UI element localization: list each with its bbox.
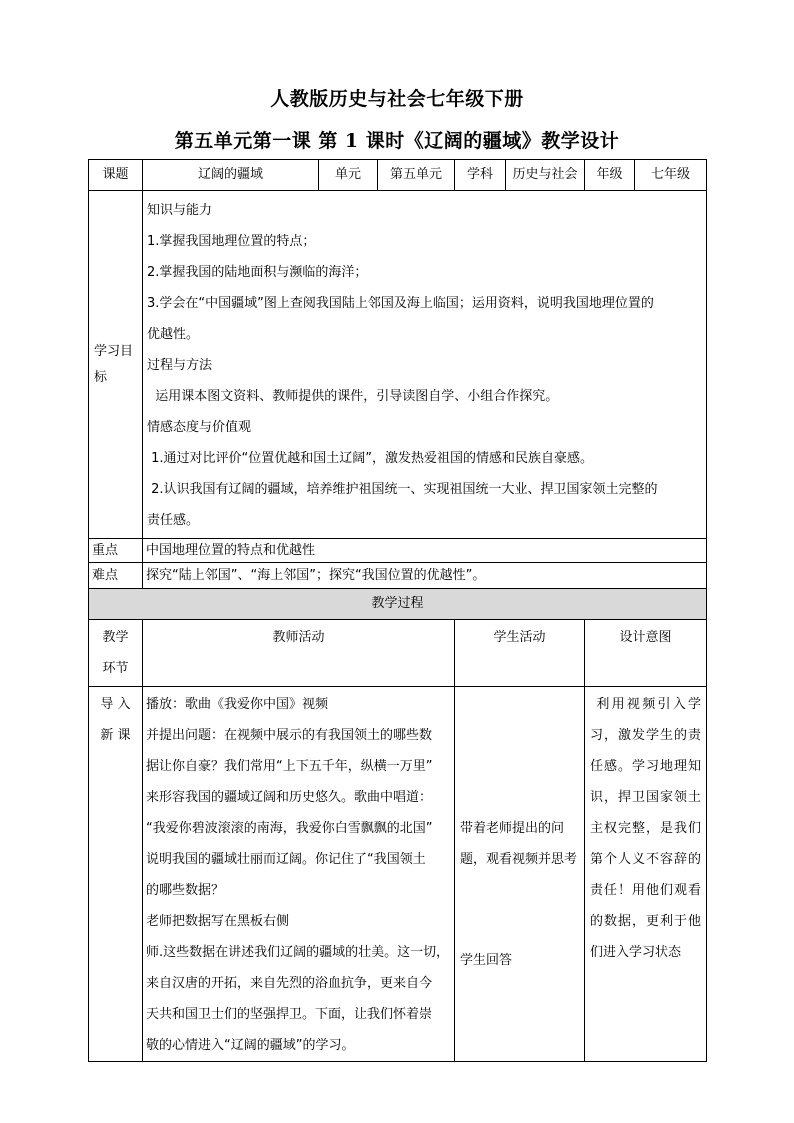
info-row	[89, 160, 707, 191]
teacher-line: 老师把数据写在黑板右侧	[146, 914, 290, 929]
grade-label: 年级	[585, 160, 635, 191]
process-header: 教学过程	[89, 589, 707, 620]
process-columns-row	[89, 620, 707, 687]
teacher-line: 的哪些数据？	[146, 883, 225, 898]
teacher-line: 据让你自豪？我们常用“上下五千年，纵横一万里”	[146, 759, 433, 774]
teacher-line: 天共和国卫士们的坚强捍卫。下面，让我们怀着崇	[146, 1007, 433, 1022]
key-point-value: 中国地理位置的特点和优越性	[143, 539, 707, 563]
teacher-line: 敬的心情进入“辽阔的疆域”的学习。	[146, 1038, 355, 1053]
teacher-line: 来形容我国的疆域辽阔和历史悠久。歌曲中唱道：	[146, 790, 433, 805]
teacher-activity	[143, 687, 455, 1062]
difficulty-label: 难点	[89, 563, 143, 589]
objective-line: 1.通过对比评价“位置优越和国土辽阔”，激发热爱祖国的情感和民族自豪感。	[147, 451, 594, 466]
objective-line: 1.掌握我国地理位置的特点；	[147, 234, 316, 249]
unit-label: 单元	[319, 160, 378, 191]
process-row-intro	[89, 687, 707, 1062]
subject-label: 学科	[455, 160, 506, 191]
key-point-label: 重点	[89, 539, 143, 563]
topic-label: 课题	[89, 160, 143, 191]
lesson-plan-table	[88, 159, 707, 1062]
student-activity-text: 带着老师提出的问题，观看视频并思考	[460, 821, 578, 867]
teacher-line: 来自汉唐的开拓，来自先烈的浴血抗争，更来自今	[146, 976, 433, 991]
subject-value: 历史与社会	[506, 160, 585, 191]
document-subtitle: 第五单元第一课 第 1 课时《辽阔的疆域》教学设计	[174, 130, 620, 152]
student-activity	[455, 687, 585, 1062]
topic-value: 辽阔的疆域	[143, 160, 319, 191]
objective-line: 3.学会在“中国疆域”图上查阅我国陆上邻国及海上临国；运用资料，说明我国地理位置的	[147, 296, 654, 311]
objectives-row	[89, 191, 707, 539]
difficulty-value: 探究“陆上邻国”、“海上邻国”；探究“我国位置的优越性”。	[143, 563, 707, 589]
objectives-content	[143, 191, 707, 539]
teacher-line: “我爱你碧波滚滚的南海，我爱你白雪飘飘的北国”	[146, 821, 433, 836]
grade-value: 七年级	[635, 160, 707, 191]
column-stage: 教学环节	[89, 620, 143, 687]
teacher-line: 师.这些数据在讲述我们辽阔的疆域的壮美。这一切，	[146, 945, 450, 960]
document-title: 人教版历史与社会七年级下册	[270, 88, 524, 110]
objective-line: 2.认识我国有辽阔的疆域，培养维护祖国统一、实现祖国统一大业、捍卫国家领土完整的	[147, 482, 658, 497]
student-answer-text: 学生回答	[460, 953, 513, 968]
column-teacher: 教师活动	[143, 620, 455, 687]
teacher-line: 说明我国的疆域壮丽而辽阔。你记住了“我国领土	[146, 852, 426, 867]
objective-line: 责任感。	[147, 513, 200, 528]
teacher-line: 播放：歌曲《我爱你中国》视频	[146, 697, 329, 712]
column-student: 学生活动	[455, 620, 585, 687]
design-intent: 利用视频引入学习，激发学生的责任感。学习地理知识，捍卫国家领土主权完整，是我们第个人义不容辞的责任！用他们观看的数据，更利于他们进入学习状态	[585, 687, 707, 1062]
difficulty-row	[89, 563, 707, 589]
objective-line: 过程与方法	[147, 358, 213, 373]
objective-line: 知识与能力	[147, 203, 213, 218]
stage-intro: 导 入 新 课	[89, 687, 143, 1062]
unit-value: 第五单元	[378, 160, 455, 191]
objective-line: 情感态度与价值观	[147, 420, 252, 435]
objective-line: 2.掌握我国的陆地面积与濒临的海洋；	[147, 265, 368, 280]
teacher-line: 并提出问题：在视频中展示的有我国领土的哪些数	[146, 728, 433, 743]
objective-line: 优越性。	[147, 327, 200, 342]
key-point-row	[89, 539, 707, 563]
column-intent: 设计意图	[585, 620, 707, 687]
objectives-label: 学习目标	[89, 191, 143, 539]
objective-line: 运用课本图文资料、教师提供的课件，引导读图自学、小组合作探究。	[147, 389, 559, 404]
process-header-row	[89, 589, 707, 620]
